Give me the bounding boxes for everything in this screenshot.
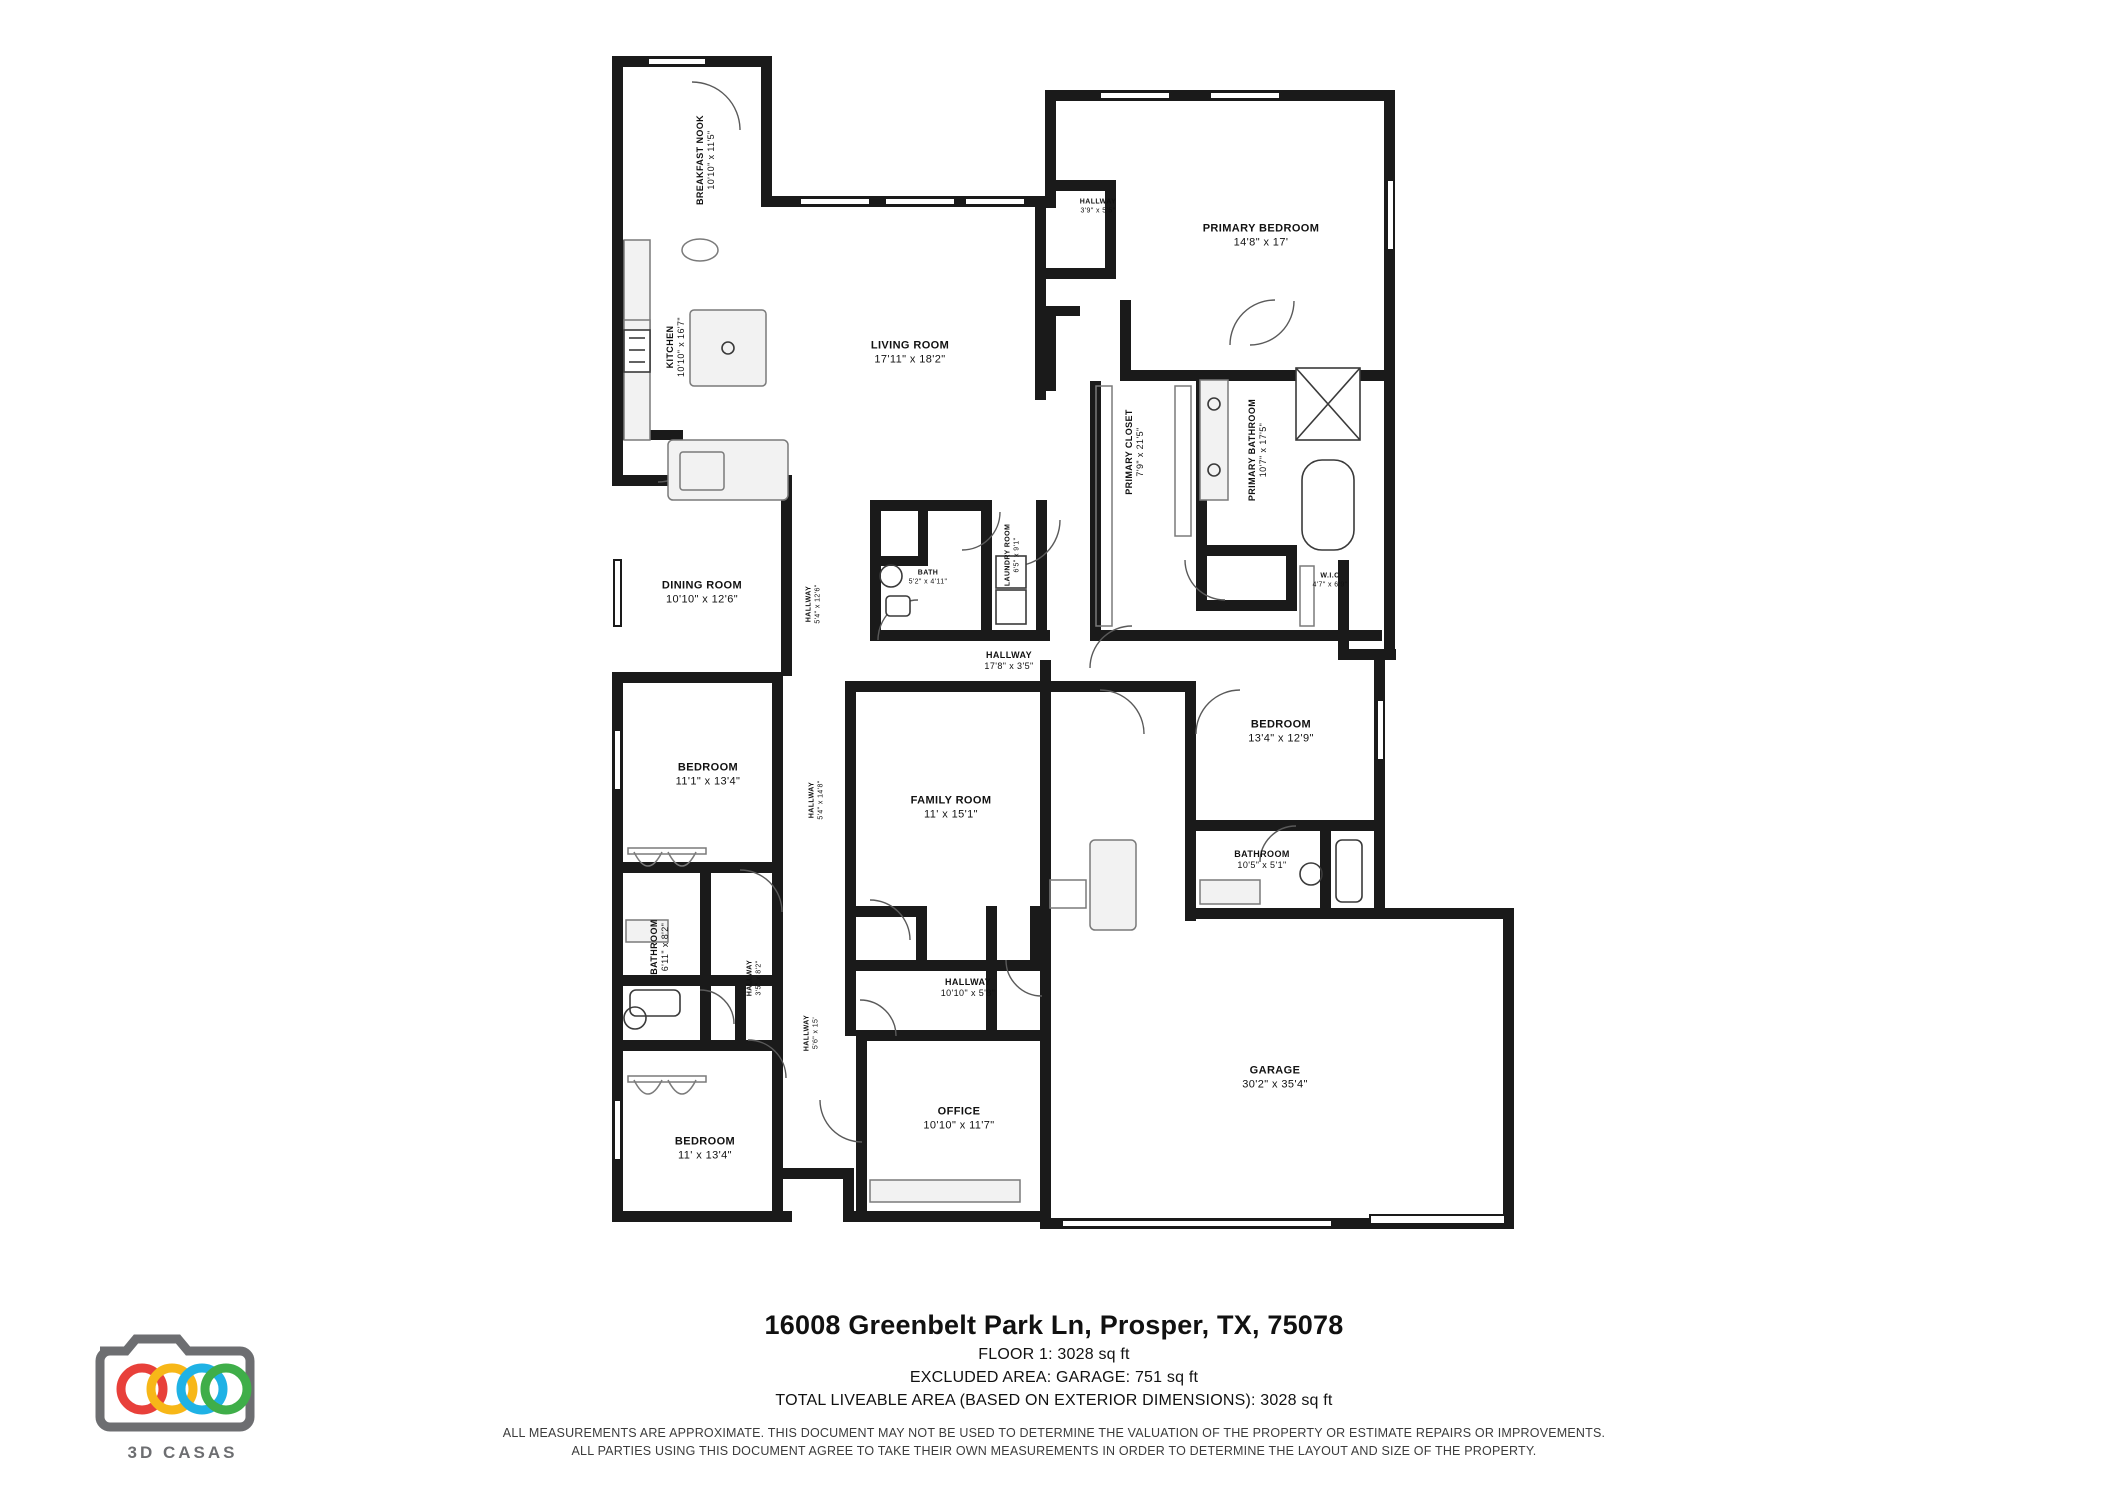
room-name: DINING ROOM [661, 579, 743, 592]
room-name: GARAGE [1249, 1064, 1301, 1077]
room-name: HALLWAY [808, 781, 816, 819]
room-name: BREAKFAST NOOK [694, 114, 705, 206]
room-dimensions: 10'10" x 12'6" [665, 593, 739, 605]
footer [0, 1310, 2108, 1460]
room-dimensions: 4'7" x 6'9" [1312, 581, 1348, 588]
room-dimensions: 17'11" x 18'2" [874, 353, 946, 365]
room-dimensions: 5'2" x 4'11" [908, 578, 948, 585]
room-dimensions: 5'6" x 15' [812, 1016, 819, 1050]
room-name: LIVING ROOM [870, 339, 950, 352]
room-name: HALLWAY [945, 976, 991, 987]
room-dimensions: 6'5" x 9'1" [1013, 537, 1020, 573]
room-name: PRIMARY BATHROOM [1246, 398, 1257, 502]
room-dimensions: 10'10" x 16'7" [676, 317, 686, 377]
room-name: HALLWAY [986, 649, 1032, 660]
room-dimensions: 10'7" x 17'5" [1258, 422, 1268, 478]
exterior-walls [612, 56, 1514, 1229]
room-name: BATH [917, 569, 939, 577]
room-name: HALLWAY [746, 959, 754, 997]
room-name: BEDROOM [674, 1135, 736, 1148]
room-name: OFFICE [937, 1105, 981, 1118]
room-name: BEDROOM [677, 761, 739, 774]
room-dimensions: 30'2" x 35'4" [1242, 1078, 1308, 1090]
disclaimer-line-1: ALL MEASUREMENTS ARE APPROXIMATE. THIS DOCUMENT MAY NOT BE USED TO DETERMINE THE VALUATION OF THE PROPERTY OR ESTIMATE REPAIRS OR IMPROVEMENTS. [502, 1426, 1606, 1440]
room-dimensions: 10'10" x 11'5" [706, 130, 716, 190]
room-dimensions: 3'9" x 5'5" [1080, 207, 1116, 214]
disclaimer-line-2: ALL PARTIES USING THIS DOCUMENT AGREE TO TAKE THEIR OWN MEASUREMENTS IN ORDER TO DETERMINE THE LAYOUT AND SIZE OF THE PROPERTY. [571, 1444, 1537, 1459]
room-dimensions: 10'10" x 5'8" [940, 988, 996, 998]
room-dimensions: 5'4" x 14'8" [817, 780, 824, 820]
room-dimensions: 3'5" x 8'2" [755, 960, 762, 996]
property-address: 16008 Greenbelt Park Ln, Prosper, TX, 75078 [764, 1310, 1344, 1340]
room-name: BEDROOM [1250, 718, 1312, 731]
floor-area-line: FLOOR 1: 3028 sq ft [978, 1346, 1130, 1363]
room-dimensions: 6'11" x 8'2" [660, 922, 670, 972]
total-area-line: TOTAL LIVEABLE AREA (BASED ON EXTERIOR DIMENSIONS): 3028 sq ft [775, 1392, 1333, 1409]
room-name: KITCHEN [664, 325, 675, 369]
room-dimensions: 13'4" x 12'9" [1248, 732, 1314, 744]
room-name: W.I.C [1320, 572, 1340, 580]
room-dimensions: 17'8" x 3'5" [984, 661, 1034, 671]
room-dimensions: 14'8" x 17' [1233, 236, 1289, 248]
window-marks [614, 58, 1505, 1227]
room-dimensions: 11'1" x 13'4" [675, 775, 741, 787]
disclaimer [0, 1424, 2108, 1460]
room-name: BATHROOM [1234, 848, 1290, 859]
room-dimensions: 7'9" x 21'5" [1135, 427, 1145, 477]
room-name: FAMILY ROOM [910, 794, 992, 807]
room-name: HALLWAY [803, 1014, 811, 1052]
room-name: BATHROOM [648, 919, 659, 975]
room-dimensions: 10'5" x 5'1" [1237, 860, 1287, 870]
room-dimensions: 11' x 13'4" [678, 1149, 732, 1161]
room-name: LAUNDRY ROOM [1004, 523, 1012, 587]
room-name: HALLWAY [805, 585, 813, 623]
logo-brand-text: 3D CASAS [127, 1443, 238, 1462]
fixtures-and-furniture [624, 239, 1362, 1202]
room-dimensions: 11' x 15'1" [924, 808, 978, 820]
room-dimensions: 5'4" x 12'6" [814, 584, 821, 624]
room-name: PRIMARY BEDROOM [1202, 222, 1320, 235]
room-dimensions: 10'10" x 11'7" [923, 1119, 995, 1131]
room-name: HALLWAY [1079, 198, 1117, 206]
room-name: PRIMARY CLOSET [1123, 409, 1134, 495]
excluded-area-line: EXCLUDED AREA: GARAGE: 751 sq ft [909, 1369, 1199, 1386]
